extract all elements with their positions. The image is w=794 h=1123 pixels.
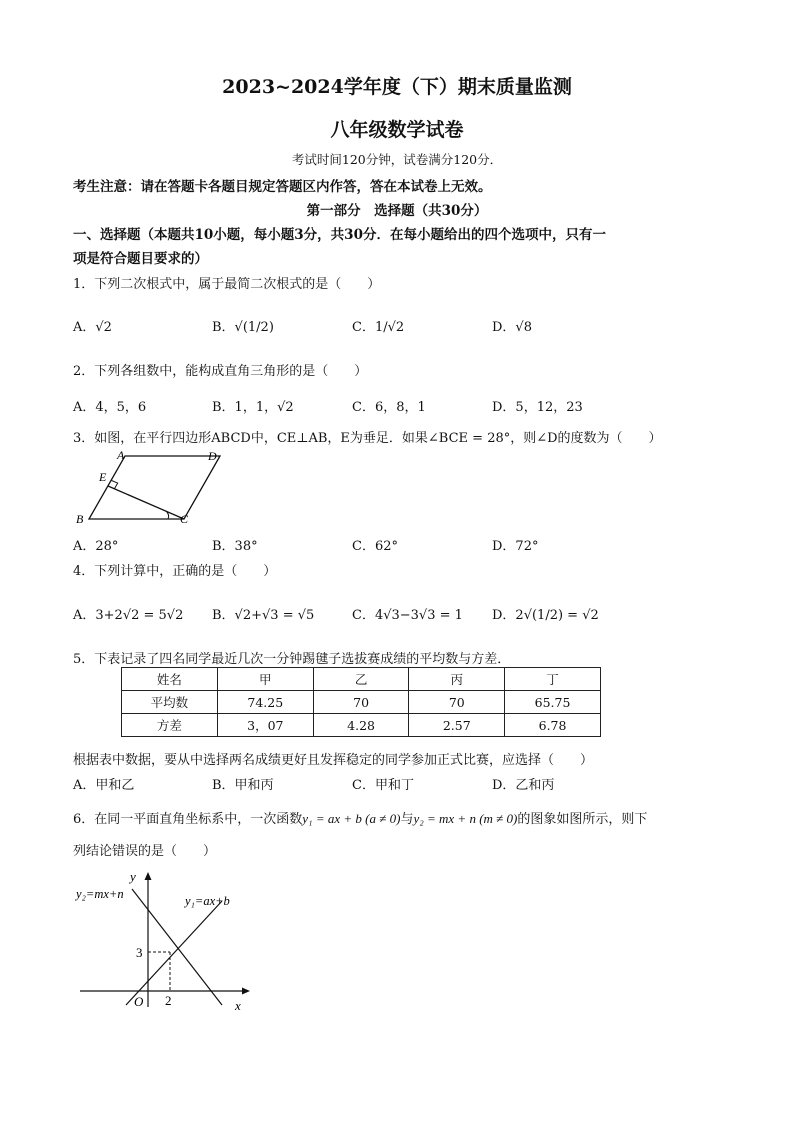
q2-option-d: D．5，12，23 xyxy=(492,400,583,415)
tick-x-2: 2 xyxy=(165,993,172,1008)
part-heading: 第一部分 选择题（共30分） xyxy=(306,203,488,219)
line-y1-label: y₁=ax+b xyxy=(185,894,230,908)
header-name: 姓名 xyxy=(122,668,218,691)
exam-notice: 考生注意：请在答题卡各题目规定答题区内作答，答在本试卷上无效。 xyxy=(73,179,492,195)
table-row xyxy=(122,714,601,737)
q3-option-b: B．38° xyxy=(212,539,258,554)
line-y2-label: y₂=mx+n xyxy=(76,887,124,901)
label-a: A xyxy=(117,448,125,462)
table-cell: 65.75 xyxy=(505,691,601,714)
q4-option-c: C．4√3−3√3 = 1 xyxy=(352,608,463,623)
table-cell: 70 xyxy=(313,691,409,714)
label-d: D xyxy=(208,449,217,463)
table-cell: 6.78 xyxy=(505,714,601,737)
q3-option-c: C．62° xyxy=(352,539,398,554)
q4-option-a: A．3+2√2 = 5√2 xyxy=(73,608,184,623)
q3-option-a: A．28° xyxy=(73,539,119,554)
q2-stem: 2．下列各组数中，能构成直角三角形的是（ ） xyxy=(73,364,368,379)
tick-y-3: 3 xyxy=(136,945,143,960)
row-label-mean: 平均数 xyxy=(122,691,218,714)
q6-stem-post: 的图象如图所示，则下 xyxy=(517,812,648,827)
q5-follow: 根据表中数据，要从中选择两名成绩更好且发挥稳定的同学参加正式比赛，应选择（ ） xyxy=(73,753,594,768)
linear-functions-figure xyxy=(70,865,260,1015)
q2-option-b: B．1，1，√2 xyxy=(212,400,294,415)
label-c: C xyxy=(180,512,189,526)
row-label-variance: 方差 xyxy=(122,714,218,737)
q3-option-d: D．72° xyxy=(492,539,539,554)
parallelogram-abcd xyxy=(89,456,220,519)
label-b: B xyxy=(76,512,84,526)
q4-option-b: B．√2+√3 = √5 xyxy=(212,608,315,623)
q6-stem-mid: 与 xyxy=(400,812,414,827)
segment-ce xyxy=(108,486,184,519)
parallelogram-figure xyxy=(72,447,232,529)
header-jia: 甲 xyxy=(217,668,313,691)
q5-stem: 5．下表记录了四名同学最近几次一分钟踢毽子选拔赛成绩的平均数与方差． xyxy=(73,652,511,667)
header-yi: 乙 xyxy=(313,668,409,691)
section-instructions-2: 项是符合题目要求的） xyxy=(73,251,208,267)
q4-option-d: D．2√(1/2) = √2 xyxy=(492,608,599,623)
q6-stem-pre: 6．在同一平面直角坐标系中，一次函数 xyxy=(73,812,303,827)
scores-table xyxy=(121,667,601,737)
table-header-row xyxy=(122,668,601,691)
label-e: E xyxy=(99,470,107,484)
q6-stem-line1 xyxy=(73,808,647,827)
q6-func1: y₁ = ax + b (a ≠ 0) xyxy=(302,811,401,826)
q5-option-b: B．甲和丙 xyxy=(212,778,274,793)
q1-option-c: C．1/√2 xyxy=(352,320,405,335)
x-axis-label: x xyxy=(235,998,241,1013)
q3-stem: 3．如图，在平行四边形ABCD中，CE⊥AB，E为垂足．如果∠BCE = 28°，则∠D的度数为（ ） xyxy=(73,431,662,446)
origin-label: O xyxy=(134,994,144,1009)
q6-func2: y₂ = mx + n (m ≠ 0) xyxy=(413,811,518,826)
section-instructions-1: 一、选择题（本题共10小题，每小题3分，共30分．在每小题给出的四个选项中，只有一 xyxy=(73,227,606,243)
y-axis-arrow xyxy=(145,872,152,880)
q4-stem: 4．下列计算中，正确的是（ ） xyxy=(73,564,277,579)
q5-option-c: C．甲和丁 xyxy=(352,778,414,793)
q5-option-a: A．甲和乙 xyxy=(73,778,135,793)
table-cell: 3，07 xyxy=(217,714,313,737)
q5-option-d: D．乙和丙 xyxy=(492,778,555,793)
header-bing: 丙 xyxy=(409,668,505,691)
q1-option-a: A．√2 xyxy=(73,320,112,335)
table-cell: 70 xyxy=(409,691,505,714)
table-row xyxy=(122,691,601,714)
header-ding: 丁 xyxy=(505,668,601,691)
q2-option-c: C．6，8，1 xyxy=(352,400,426,415)
q1-option-b: B．√(1/2) xyxy=(212,320,274,335)
q1-option-d: D．√8 xyxy=(492,320,532,335)
q2-option-a: A．4，5，6 xyxy=(73,400,147,415)
time-note: 考试时间120分钟，试卷满分120分． xyxy=(291,152,503,167)
table-cell: 4.28 xyxy=(313,714,409,737)
y-axis-label: y xyxy=(130,869,136,884)
q6-stem-line2: 列结论错误的是（ ） xyxy=(73,844,217,859)
exam-subtitle: 八年级数学试卷 xyxy=(330,119,464,141)
x-axis-arrow xyxy=(242,988,250,995)
exam-title: 2023~2024学年度（下）期末质量监测 xyxy=(222,76,572,98)
table-cell: 74.25 xyxy=(217,691,313,714)
q1-stem: 1．下列二次根式中，属于最简二次根式的是（ ） xyxy=(73,277,381,292)
table-cell: 2.57 xyxy=(409,714,505,737)
